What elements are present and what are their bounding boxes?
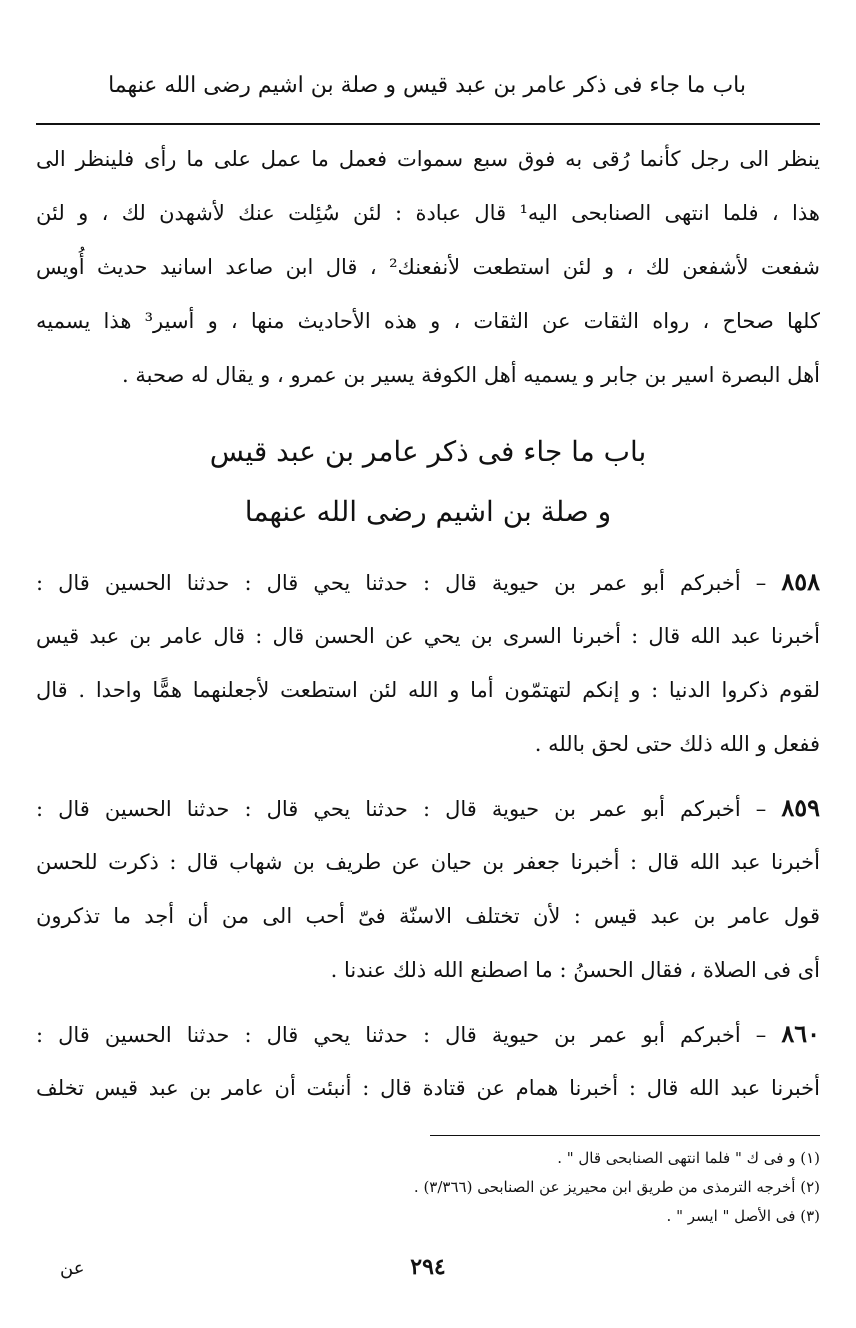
hadith-number: ٨٥٨ [781,567,820,596]
text-line: شفعت لأشفعن لك ، و لئن استطعت لأنفعنك² ، قال ابن صاعد اسانيد حديث أُويس [36,255,820,279]
footnote: (٣) فى الأصل " ايسر " . [666,1207,820,1225]
hadith-isnad-start: – أخبركم أبو عمر بن حيوية قال : حدثنا يحي قال : حدثنا الحسين قال : [36,797,767,821]
text-line: ينظر الى رجل كأنما رُقى به فوق سبع سموات فعمل ما عمل على ما رأى فلينظر الى [36,147,820,171]
text-line: ففعل و الله ذلك حتى لحق بالله . [534,732,820,756]
hadith-isnad-start: – أخبركم أبو عمر بن حيوية قال : حدثنا يحي قال : حدثنا الحسين قال : [36,1023,767,1047]
hadith-number: ٨٦٠ [781,1019,820,1048]
chapter-title-line-1: باب ما جاء فى ذكر عامر بن عبد قيس [209,435,647,468]
chapter-title-line-2: و صلة بن اشيم رضى الله عنهما [244,495,612,528]
continuation-paragraph [36,132,820,402]
text-line: أى فى الصلاة ، فقال الحسنُ : ما اصطنع الله ذلك عندنا . [330,958,820,982]
hadith-number: ٨٥٩ [781,793,820,822]
running-head: باب ما جاء فى ذكر عامر بن عبد قيس و صلة بن اشيم رضى الله عنهما [108,73,746,98]
page-number: ٢٩٤ [410,1254,446,1280]
footnote: (٢) أخرجه الترمذى من طريق ابن محيريز عن الصنابحى (٣/٣٦٦) . [413,1178,820,1196]
footnote: (١) و فى ك " فلما انتهى الصنابحى قال " . [557,1149,820,1167]
hadith-first-line [36,1007,820,1061]
hadith-859 [36,781,820,997]
hadith-first-line [36,781,820,835]
text-line: أهل البصرة اسير بن جابر و يسميه أهل الكوفة يسير بن عمرو ، و يقال له صحبة . [122,363,820,387]
header-rule [36,123,820,125]
text-line: لقوم ذكروا الدنيا : و إنكم لتهتمّون أما و الله لئن استطعت لأجعلنهما همًّا واحدا . قال [36,678,820,702]
text-line: أخبرنا عبد الله قال : أخبرنا السرى بن يحي عن الحسن قال : قال عامر بن عبد قيس [36,624,820,648]
hadith-858 [36,555,820,771]
text-line: قول عامر بن عبد قيس : لأن تختلف الاسنّة فىّ أحب الى من أن أجد ما تذكرون [36,904,820,928]
footnotes [36,1144,820,1231]
text-line: كلها صحاح ، رواه الثقات عن الثقات ، و هذه الأحاديث منها ، و أسير³ هذا يسميه [36,309,820,333]
hadith-860 [36,1007,820,1115]
footnote-rule [430,1135,820,1136]
text-line: أخبرنا عبد الله قال : أخبرنا همام عن قتادة قال : أنبئت أن عامر بن عبد قيس تخلف [36,1076,820,1100]
catchword: عن [60,1258,85,1279]
hadith-first-line [36,555,820,609]
hadith-isnad-start: – أخبركم أبو عمر بن حيوية قال : حدثنا يحي قال : حدثنا الحسين قال : [36,571,767,595]
text-line: هذا ، فلما انتهى الصنابحى اليه¹ قال عبادة : لئن سُئِلت عنك لأشهدن لك ، و لئن [36,201,820,225]
text-line: أخبرنا عبد الله قال : أخبرنا جعفر بن حيان عن طريف بن شهاب قال : ذكرت للحسن [36,850,820,874]
